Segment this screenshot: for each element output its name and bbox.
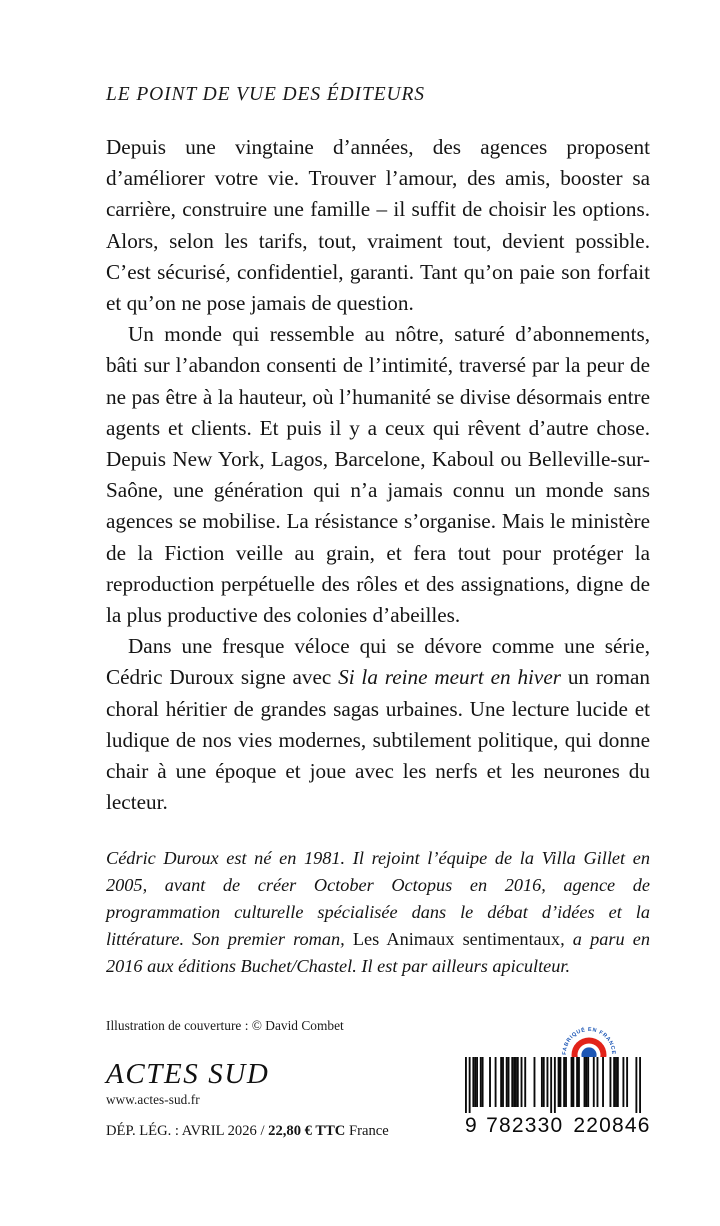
publisher-blurb <box>106 132 650 818</box>
bio-tail: , a paru en 2016 aux éditions Buchet/Chastel. Il est par ailleurs apiculteur. <box>106 928 650 976</box>
barcode-group-2: 220846 <box>573 1114 651 1137</box>
barcode-group-1: 782330 <box>486 1114 564 1137</box>
barcode-bars <box>465 1057 641 1113</box>
isbn-barcode <box>465 1057 650 1138</box>
legal-deposit-date: DÉP. LÉG. : AVRIL 2026 / <box>106 1123 269 1140</box>
blurb-paragraph-3 <box>106 631 650 818</box>
author-biography <box>106 845 650 979</box>
blurb-paragraph-3-lead: Dans une fresque véloce qui se dévore comme une série, Cédric Duroux signe avec <box>106 634 650 690</box>
book-title-inline: Si la reine meurt en hiver <box>338 665 561 690</box>
barcode-lead-digit: 9 <box>465 1114 478 1137</box>
bio-lead: Cédric Duroux est né en 1981. Il rejoint l’équipe de la Villa Gillet en 2005, avant de créer October Octopus en 2016, agence de programmation culturelle spécialisée dans le débat d’idées et la littérature. Son premier roman, <box>106 848 650 949</box>
publisher-logo-wordmark: ACTES SUD <box>106 1058 270 1090</box>
price-label: 22,80 € TTC <box>268 1123 346 1140</box>
blurb-paragraph-1: Depuis une vingtaine d’années, des agences proposent d’améliorer votre vie. Trouver l’amour, des amis, booster sa carrière, construire une famille – il suffit de choisir les options. Alors, selon les tarifs, tout, vraiment tout, devient possible. C’est sécurisé, confidentiel, garanti. Tant qu’on paie son forfait et qu’on ne pose jamais de question. <box>106 135 650 316</box>
blurb-paragraph-2: Un monde qui ressemble au nôtre, saturé d’abonnements, bâti sur l’abandon consenti de l’intimité, traversé par la peur de ne pas être à la hauteur, où l’humanité se divise désormais entre agents et clients. Et puis il y a ceux qui rêvent d’autre chose. Depuis New York, Lagos, Barcelone, Kaboul ou Belleville-sur-Saône, une génération qui n’a jamais connu un monde sans agences se mobilise. La résistance s’organise. Mais le ministère de la Fiction veille au grain, et fera tout pour protéger la reproduction perpétuelle des rôles et des assignations, digne de la plus productive des colonies d’abeilles. <box>106 322 650 628</box>
cockade-label: FABRIQUÉ EN FRANCE <box>561 1026 617 1055</box>
barcode-digits <box>465 1114 651 1138</box>
previous-book-title: Les Animaux sentimentaux <box>352 928 561 949</box>
cover-content <box>106 0 650 979</box>
blurb-paragraph-3-tail: un roman choral héritier de grandes sagas urbaines. Une lecture lucide et ludique de nos vies modernes, subtilement politique, qui donne chair à une époque et joue avec les nerfs et les neurones du lecteur. <box>106 665 650 815</box>
publisher-website[interactable]: www.actes-sud.fr <box>106 1091 200 1107</box>
editors-viewpoint-header: LE POINT DE VUE DES ÉDITEURS <box>106 84 425 105</box>
cover-illustration-credit: Illustration de couverture : © David Combet <box>106 1018 344 1033</box>
author-biography-text <box>106 845 650 979</box>
price-region: France <box>345 1123 389 1140</box>
